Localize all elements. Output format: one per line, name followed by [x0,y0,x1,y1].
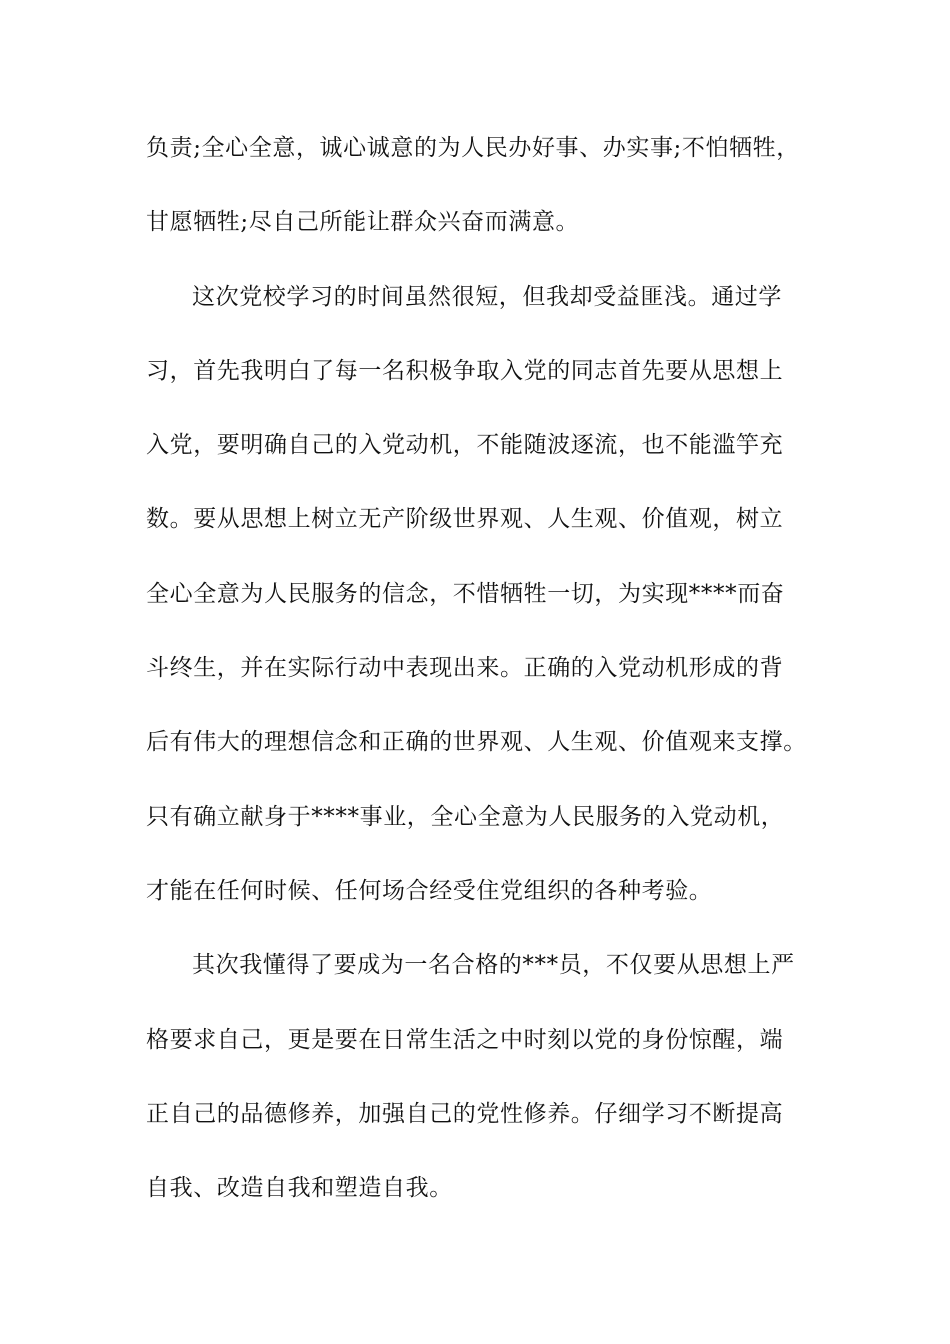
text-line: 格要求自己，更是要在日常生活之中时刻以党的身份惊醒，端 [146,1026,784,1053]
paragraph-first-line: 这次党校学习的时间虽然很短，但我却受益匪浅。通过学 [192,283,782,310]
text-line: 甘愿牺牲;尽自己所能让群众兴奋而满意。 [146,209,580,236]
text-line: 负责;全心全意，诚心诚意的为人民办好事、办实事;不怕牺牲， [146,135,800,161]
text-line: 斗终生，并在实际行动中表现出来。正确的入党动机形成的背 [146,655,784,682]
text-line: 入党，要明确自己的入党动机，不能随波逐流，也不能滥竽充 [146,432,784,459]
text-line: 数。要从思想上树立无产阶级世界观、人生观、价值观，树立 [146,506,784,533]
text-line: 正自己的品德修养，加强自己的党性修养。仔细学习不断提高 [146,1100,784,1127]
text-line: 习，首先我明白了每一名积极争取入党的同志首先要从思想上 [146,357,784,384]
text-line: 自我、改造自我和塑造自我。 [146,1175,453,1202]
text-line: 才能在任何时候、任何场合经受住党组织的各种考验。 [146,877,713,904]
text-line: 后有伟大的理想信念和正确的世界观、人生观、价值观来支撑。 [146,729,807,756]
text-line: 全心全意为人民服务的信念，不惜牺牲一切，为实现****而奋 [146,580,785,607]
text-line: 只有确立献身于****事业，全心全意为人民服务的入党动机， [146,803,785,830]
paragraph-first-line: 其次我懂得了要成为一名合格的***员，不仅要从思想上严 [192,952,795,979]
